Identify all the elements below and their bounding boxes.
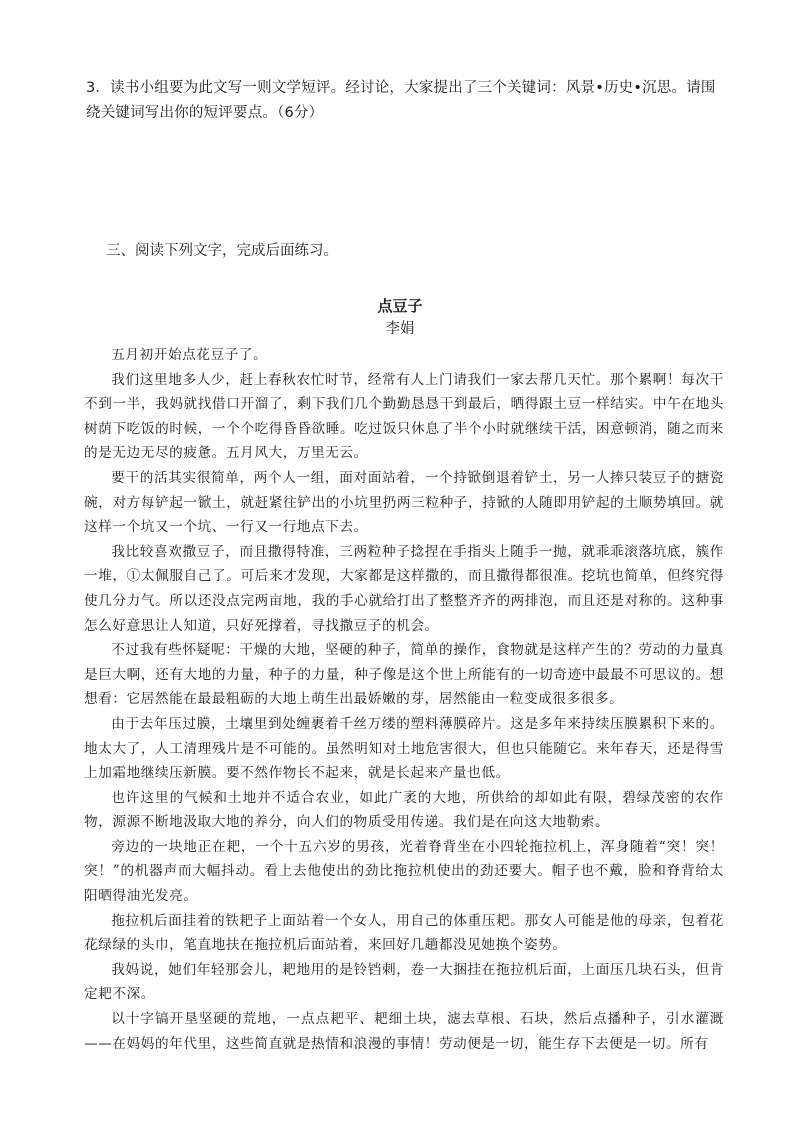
paragraph: 以十字镐开垦坚硬的荒地，一点点耙平、耙细土块，滤去草根、石块，然后点播种子，引水灌溉——在妈妈的年代里，这些简直就是热情和浪漫的事情！劳动便是一切，能生存下去便是一切。所有 [84, 1011, 724, 1052]
paragraph: 由于去年压过膜，土壤里到处缠裹着千丝万缕的塑料薄膜碎片。这是多年来持续压膜累积下来的。地太大了，人工清理残片是不可能的。虽然明知对土地危害很大，但也只能随它。来年春天，还是得雪上加霜地继续压新膜。要不然作物长不起来，就是长起来产量也低。 [84, 715, 724, 782]
paragraph: 旁边的一块地正在耙，一个十五六岁的男孩，光着脊背坐在小四轮拖拉机上，浑身随着“突！突！突！”的机器声而大幅抖动。看上去他使出的劲比拖拉机使出的劲还要大。帽子也不戴，脸和脊背给太阳晒得油光发亮。 [84, 838, 724, 905]
section-3-heading: 三、阅读下列文字，完成后面练习。 [106, 243, 338, 259]
paragraph: 要干的活其实很简单，两个人一组，面对面站着，一个持锨倒退着铲土，另一人捧只装豆子的搪瓷碗，对方每铲起一锨土，就赶紧往铲出的小坑里扔两三粒种子，持锨的人随即用铲起的土顺势填回。就这样一个坑又一个坑、一行又一行地点下去。 [84, 469, 724, 536]
paragraph: 我妈说，她们年轻那会儿，耙地用的是铃铛刺，卷一大捆挂在拖拉机后面，上面压几块石头，但肯定耙不深。 [84, 961, 724, 1003]
paragraph: 我比较喜欢撒豆子，而且撒得特准，三两粒种子捻捏在手指头上随手一抛，就乖乖滚落坑底，簇作一堆，①太佩服自己了。可后来才发现，大家都是这样撒的，而且撒得都很准。挖坑也简单，但终究得使几分力气。所以还没点完两亩地，我的手心就给打出了整整齐齐的两排泡，而且还是对称的。这种事怎么好意思让人知道，只好死撑着，寻找撒豆子的机会。 [84, 543, 724, 634]
paragraph: 拖拉机后面挂着的铁耙子上面站着一个女人，用自己的体重压耙。那女人可能是他的母亲，包着花花绿绿的头巾，笔直地扶在拖拉机后面站着，来回好几趟都没见她换个姿势。 [84, 912, 724, 954]
article-title: 点豆子 [377, 297, 423, 315]
paragraph: 也许这里的气候和土地并不适合农业，如此广袤的大地，所供给的却如此有限，碧绿茂密的农作物，源源不断地汲取大地的养分，向人们的物质受用传递。我们是在向这大地勒索。 [84, 789, 724, 831]
article-body [84, 343, 724, 1056]
paragraph: 五月初开始点花豆子了。 [111, 347, 268, 363]
paragraph: 我们这里地多人少，赶上春秋农忙时节，经常有人上门请我们一家去帮几天忙。那个累啊！每次干不到一半，我妈就找借口开溜了，剩下我们几个勤勤恳恳干到最后，晒得跟土豆一样结实。中午在地头树荫下吃饭的时候，一个个吃得昏昏欲睡。吃过饭只休息了半个小时就继续干活，困意顿消，随之而来的是无边无尽的疲惫。五月风大，万里无云。 [84, 371, 724, 462]
paragraph: 不过我有些怀疑呢：干燥的大地，坚硬的种子，简单的操作，食物就是这样产生的？劳动的力量真是巨大啊，还有大地的力量，种子的力量，种子像是这个世上所能有的一切奇迹中最最不可思议的。想想看：它居然能在最最粗砺的大地上萌生出最娇嫩的芽，居然能由一粒变成很多很多。 [84, 642, 724, 708]
question-3 [86, 76, 726, 126]
article-author: 李娟 [385, 321, 415, 337]
question-3-text: 3．读书小组要为此文写一则文学短评。经讨论，大家提出了三个关键词：风景•历史•沉思。请围绕关键词写出你的短评要点。（6分） [86, 80, 716, 121]
